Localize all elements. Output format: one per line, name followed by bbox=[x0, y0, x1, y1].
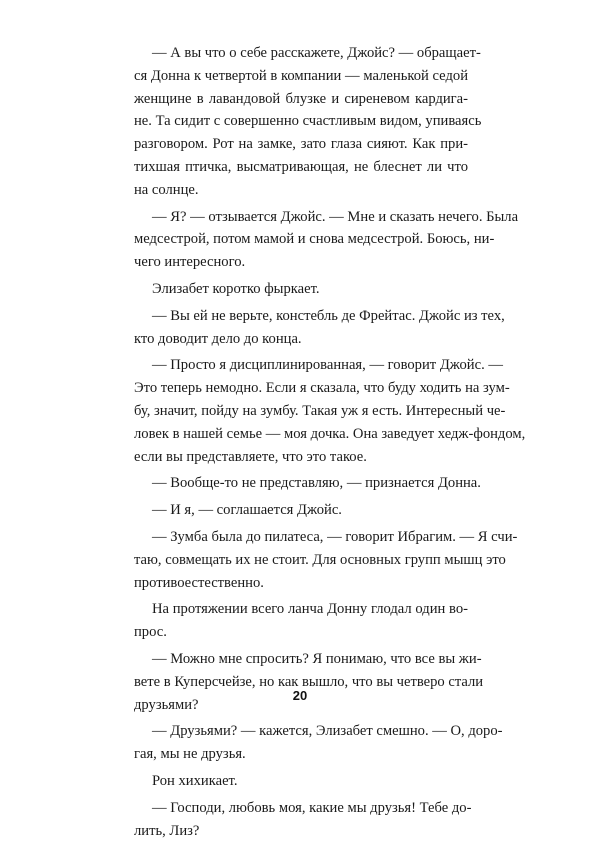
text-line: — Господи, любовь моя, какие мы друзья! Тебе до- bbox=[152, 799, 472, 816]
text-line: гая, мы не друзья. bbox=[134, 746, 246, 763]
paragraph bbox=[134, 354, 526, 468]
text-line: — Просто я дисциплинированная, — говорит Джойс. — bbox=[152, 357, 503, 374]
text-line: прос. bbox=[134, 624, 167, 641]
paragraph bbox=[134, 472, 481, 495]
text-line: ловек в нашей семье — моя дочка. Она заведует хедж-фондом, bbox=[134, 425, 526, 442]
text-line: ся Донна к четвертой в компании — маленькой седой bbox=[134, 67, 468, 84]
text-line: противоестественно. bbox=[134, 574, 264, 591]
text-line: кто доводит дело до конца. bbox=[134, 330, 302, 347]
text-line: Рон хихикает. bbox=[152, 772, 238, 789]
paragraph bbox=[134, 720, 503, 766]
text-line: медсестрой, потом мамой и снова медсестрой. Боюсь, ни- bbox=[134, 231, 495, 248]
text-line: не. Та сидит с совершенно счастливым видом, упиваясь bbox=[134, 113, 482, 130]
text-line: Элизабет коротко фыркает. bbox=[152, 280, 320, 297]
paragraph bbox=[134, 598, 468, 644]
text-line: женщине в лавандовой блузке и сиреневом кардига- bbox=[134, 90, 468, 107]
paragraph bbox=[134, 305, 505, 351]
text-line: Это теперь немодно. Если я сказала, что буду ходить на зум- bbox=[134, 380, 510, 397]
paragraph bbox=[134, 526, 518, 594]
paragraph bbox=[134, 278, 468, 301]
text-line: чего интересного. bbox=[134, 254, 246, 271]
paragraph bbox=[134, 648, 484, 716]
text-line: — Друзьями? — кажется, Элизабет смешно. — О, доро- bbox=[152, 723, 503, 740]
page-number: 20 bbox=[292, 688, 308, 703]
text-line: — Вы ей не верьте, констебль де Фрейтас. Джойс из тех, bbox=[152, 307, 505, 324]
text-line: — Я? — отзывается Джойс. — Мне и сказать нечего. Была bbox=[152, 208, 519, 225]
body-text bbox=[134, 42, 526, 846]
paragraph bbox=[134, 797, 472, 843]
paragraph bbox=[134, 42, 482, 202]
text-line: бу, значит, пойду на зумбу. Такая уж я есть. Интересный че- bbox=[134, 402, 506, 419]
text-line: — А вы что о себе расскажете, Джойс? — обращает- bbox=[152, 45, 481, 61]
text-line: — Можно мне спросить? Я понимаю, что все вы жи- bbox=[152, 650, 482, 667]
text-line: разговором. Рот на замке, зато глаза сияют. Как при- bbox=[134, 136, 468, 153]
text-line: — Зумба была до пилатеса, — говорит Ибрагим. — Я счи- bbox=[152, 528, 518, 545]
text-line: таю, совмещать их не стоит. Для основных групп мышц это bbox=[134, 551, 506, 568]
text-line: На протяжении всего ланча Донну глодал один во- bbox=[152, 601, 468, 618]
text-line: если вы представляете, что это такое. bbox=[134, 448, 367, 465]
paragraph bbox=[134, 206, 519, 274]
text-line: вете в Куперсчейзе, но как вышло, что вы четверо стали bbox=[134, 673, 484, 690]
paragraph bbox=[134, 499, 468, 522]
text-line: друзьями? bbox=[134, 696, 199, 713]
text-line: на солнце. bbox=[134, 181, 199, 198]
text-line: — Вообще-то не представляю, — признается Донна. bbox=[152, 475, 481, 492]
text-line: тихшая птичка, высматривающая, не блеснет ли что bbox=[134, 158, 468, 175]
paragraph bbox=[134, 770, 468, 793]
text-line: лить, Лиз? bbox=[134, 822, 200, 839]
text-line: — И я, — соглашается Джойс. bbox=[152, 502, 342, 519]
